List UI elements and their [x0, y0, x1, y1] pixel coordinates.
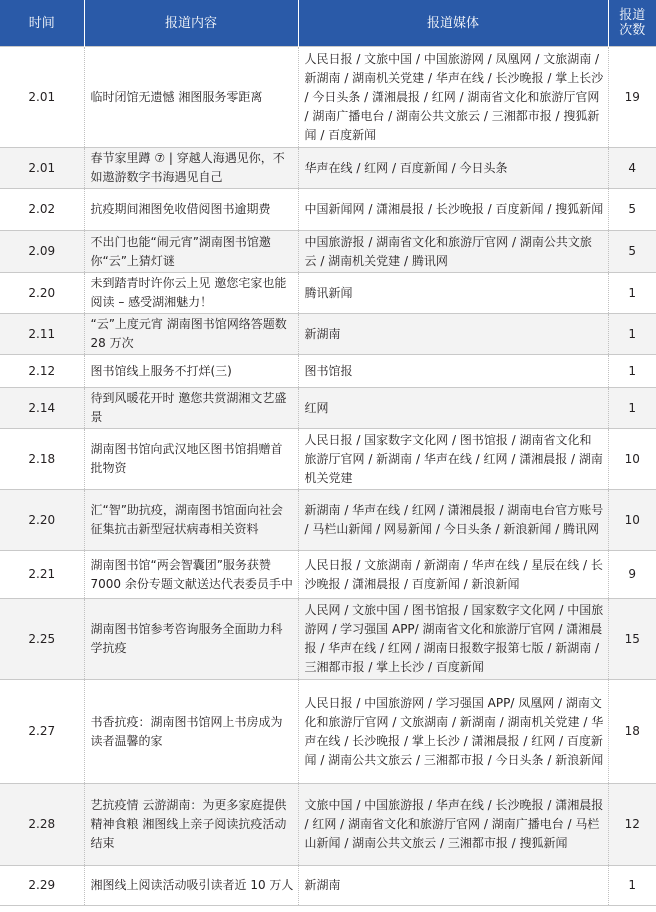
row-media: 人民日报 / 国家数字文化网 / 图书馆报 / 湖南省文化和旅游厅官网 / 新湖南 / 华声在线 / 红网 / 潇湘晨报 / 湖南机关党建	[298, 429, 608, 490]
row-content: 湘图线上阅读活动吸引读者近 10 万人	[84, 866, 298, 906]
row-date: 2.12	[0, 355, 84, 388]
row-count: 12	[608, 784, 656, 866]
table-row	[0, 314, 656, 355]
row-content: 湖南图书馆参考咨询服务全面助力科学抗疫	[84, 599, 298, 680]
row-media: 新湖南	[298, 866, 608, 906]
table-row	[0, 47, 656, 148]
row-content: 书香抗疫：湖南图书馆网上书房成为读者温馨的家	[84, 680, 298, 784]
row-date: 2.29	[0, 866, 84, 906]
table-row	[0, 490, 656, 551]
row-count: 1	[608, 355, 656, 388]
row-count: 1	[608, 388, 656, 429]
row-date: 2.27	[0, 680, 84, 784]
header-count-line2: 次数	[619, 23, 646, 38]
row-media: 文旅中国 / 中国旅游报 / 华声在线 / 长沙晚报 / 潇湘晨报 / 红网 / 湖南省文化和旅游厅官网 / 湖南广播电台 / 马栏山新闻 / 湖南公共文旅云 / 三湘都市报 / 搜狐新闻	[298, 784, 608, 866]
row-media: 中国旅游报 / 湖南省文化和旅游厅官网 / 湖南公共文旅云 / 湖南机关党建 / 腾讯网	[298, 231, 608, 273]
row-media: 华声在线 / 红网 / 百度新闻 / 今日头条	[298, 148, 608, 189]
row-count: 1	[608, 866, 656, 906]
header-count-line1: 报道	[619, 8, 646, 23]
row-content: 图书馆线上服务不打烊(三)	[84, 355, 298, 388]
row-date: 2.20	[0, 273, 84, 314]
row-date: 2.01	[0, 47, 84, 148]
table-row	[0, 231, 656, 273]
row-date: 2.25	[0, 599, 84, 680]
row-media: 图书馆报	[298, 355, 608, 388]
header-count	[608, 0, 656, 47]
row-date: 2.28	[0, 784, 84, 866]
row-content: 春节家里蹲 ⑦ | 穿越人海遇见你，不如遨游数字书海遇见自己	[84, 148, 298, 189]
row-count: 9	[608, 551, 656, 599]
row-content: 临时闭馆无遗憾 湘图服务零距离	[84, 47, 298, 148]
row-count: 18	[608, 680, 656, 784]
row-media: 人民日报 / 文旅中国 / 中国旅游网 / 凤凰网 / 文旅湖南 / 新湖南 / 湖南机关党建 / 华声在线 / 长沙晚报 / 掌上长沙 / 今日头条 / 潇湘晨报 / 红网 / 湖南省文化和旅游厅官网 / 湖南广播电台 / 湖南公共文旅云 / 三湘都市报 / 搜狐新闻 / 百度新闻	[298, 47, 608, 148]
table-row	[0, 273, 656, 314]
header-content: 报道内容	[84, 0, 298, 47]
row-count: 19	[608, 47, 656, 148]
table-row	[0, 355, 656, 388]
row-media: 中国新闻网 / 潇湘晨报 / 长沙晚报 / 百度新闻 / 搜狐新闻	[298, 189, 608, 231]
row-content: 湖南图书馆“两会智囊团”服务获赞 7000 余份专题文献送达代表委员手中	[84, 551, 298, 599]
row-media: 人民日报 / 文旅湖南 / 新湖南 / 华声在线 / 星辰在线 / 长沙晚报 / 潇湘晨报 / 百度新闻 / 新浪新闻	[298, 551, 608, 599]
row-count: 15	[608, 599, 656, 680]
row-media: 人民网 / 文旅中国 / 图书馆报 / 国家数字文化网 / 中国旅游网 / 学习强国 APP/ 湖南省文化和旅游厅官网 / 潇湘晨报 / 华声在线 / 红网 / 湖南日报数字报第七版 / 新湖南 / 三湘都市报 / 掌上长沙 / 百度新闻	[298, 599, 608, 680]
row-media: 腾讯新闻	[298, 273, 608, 314]
row-date: 2.09	[0, 231, 84, 273]
row-content: 待到风暖花开时 邀您共赏湖湘文艺盛景	[84, 388, 298, 429]
row-content: 汇“智”助抗疫，湖南图书馆面向社会征集抗击新型冠状病毒相关资料	[84, 490, 298, 551]
row-date: 2.02	[0, 189, 84, 231]
row-date: 2.21	[0, 551, 84, 599]
table-row	[0, 866, 656, 906]
row-count: 4	[608, 148, 656, 189]
row-date: 2.14	[0, 388, 84, 429]
row-content: 艺抗疫情 云游湖南：为更多家庭提供精神食粮 湘图线上亲子阅读抗疫活动结束	[84, 784, 298, 866]
row-media: 人民日报 / 中国旅游网 / 学习强国 APP/ 凤凰网 / 湖南文化和旅游厅官网 / 文旅湖南 / 新湖南 / 湖南机关党建 / 华声在线 / 长沙晚报 / 掌上长沙 / 潇湘晨报 / 红网 / 百度新闻 / 湖南公共文旅云 / 三湘都市报 / 今日头条 / 新浪新闻	[298, 680, 608, 784]
row-count: 1	[608, 314, 656, 355]
row-count: 1	[608, 273, 656, 314]
table-row	[0, 784, 656, 866]
row-media: 新湖南	[298, 314, 608, 355]
table-row	[0, 189, 656, 231]
row-count: 10	[608, 429, 656, 490]
row-date: 2.20	[0, 490, 84, 551]
header-time: 时间	[0, 0, 84, 47]
table-row	[0, 148, 656, 189]
row-date: 2.01	[0, 148, 84, 189]
row-count: 5	[608, 189, 656, 231]
row-content: 未到踏青时许你云上见 邀您宅家也能阅读 – 感受湖湘魅力！	[84, 273, 298, 314]
table-row	[0, 680, 656, 784]
table-header-row	[0, 0, 656, 47]
row-count: 5	[608, 231, 656, 273]
table-row	[0, 388, 656, 429]
row-content: 抗疫期间湘图免收借阅图书逾期费	[84, 189, 298, 231]
row-date: 2.18	[0, 429, 84, 490]
table-row	[0, 429, 656, 490]
row-date: 2.11	[0, 314, 84, 355]
header-media: 报道媒体	[298, 0, 608, 47]
table-row	[0, 599, 656, 680]
row-media: 新湖南 / 华声在线 / 红网 / 潇湘晨报 / 湖南电台官方账号 / 马栏山新闻 / 网易新闻 / 今日头条 / 新浪新闻 / 腾讯网	[298, 490, 608, 551]
row-count: 10	[608, 490, 656, 551]
row-content: 不出门也能“闹元宵”湖南图书馆邀你“云”上猜灯谜	[84, 231, 298, 273]
row-content: 湖南图书馆向武汉地区图书馆捐赠首批物资	[84, 429, 298, 490]
row-content: “云”上度元宵 湖南图书馆网络答题数 28 万次	[84, 314, 298, 355]
table-row	[0, 551, 656, 599]
row-media: 红网	[298, 388, 608, 429]
